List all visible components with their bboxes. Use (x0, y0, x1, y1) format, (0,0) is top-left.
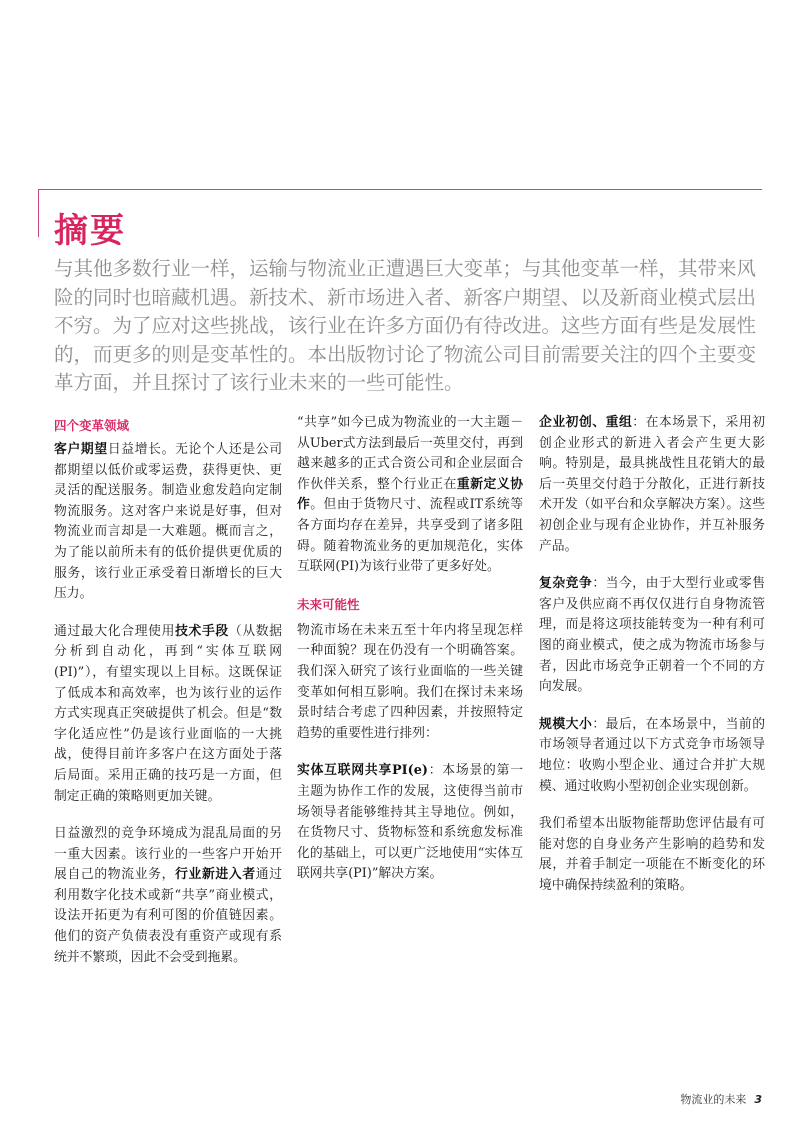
paragraph-complex-competition: 复杂竞争：当今，由于大型行业或零售客户及供应商不再仅仅进行自身物流管理，而是将这项技能转变为一种有利可图的商业模式，使之成为物流市场参与者，因此市场竞争正朝着一个不同的方向发展。 (539, 576, 766, 695)
term-new-entrants: 行业新进入者 (175, 867, 256, 883)
section-heading-transformation: 四个变革领域 (54, 418, 130, 433)
term-technology: 技术手段 (175, 623, 229, 639)
page-footer (680, 1091, 762, 1107)
column-2 (297, 413, 523, 902)
term-physical-internet: 实体互联网共享PI(e) (297, 763, 428, 779)
paragraph-physical-internet: 实体互联网共享PI(e)：本场景的第一主题为协作工作的发展，这使得当前市场领导者能够维持其主导地位。例如，在货物尺寸、货物标签和系统愈发标准化的基础上，可以更广泛地使用“实体互联网共享(PI)”解决方案。 (297, 763, 524, 882)
term-customer-expectations: 客户期望 (54, 442, 108, 457)
page-number: 3 (754, 1093, 762, 1106)
paragraph-closing: 我们希望本出版物能帮助您评估最有可能对您的自身业务产生影响的趋势和发展，并着手制定一项能在不断变化的环境中确保持续盈利的策略。 (539, 816, 765, 893)
term-scale: 规模大小 (539, 716, 593, 732)
term-startups: 企业初创、重组 (539, 415, 633, 430)
page-title: 摘要 (54, 211, 126, 251)
paragraph-sharing: “共享”如今已成为物流业的一大主题－从Uber式方法到最后一英里交付，再到越来越多的正式合资公司和企业层面合作伙伴关系，整个行业正在重新定义协作。但由于货物尺寸、流程或IT系统等各方面均存在差异，共享受到了诸多阻碍。随着物流业务的更加规范化，实体互联网(PI)为该行业带了更多好处。 (297, 415, 524, 575)
paragraph-future-outlook: 物流市场在未来五至十年内将呈现怎样一种面貌？现在仍没有一个明确答案。我们深入研究了该行业面临的一些关键变革如何相互影响。我们在探讨未来场景时结合考虑了四种因素，并按照特定趋势的重要性进行排列： (297, 622, 523, 741)
paragraph-customer-expectations: 客户期望日益增长。无论个人还是公司都期望以低价或零运费，获得更快、更灵活的配送服务。制造业愈发趋向定制物流服务。这对客户来说是好事，但对物流业而言却是一大难题。概而言之，为了能以前所未有的低价提供更优质的服务，该行业正承受着日渐增长的巨大压力。 (54, 442, 283, 602)
term-complex-competition: 复杂竞争 (539, 576, 593, 592)
term-redefine-collaboration: 重新定义协作 (297, 476, 524, 513)
paragraph-new-entrants: 日益激烈的竞争环境成为混乱局面的另一重大因素。该行业的一些客户开始开展自己的物流业务，行业新进入者通过利用数字化技术或新“共享”商业模式，设法开拓更为有利可图的价值链因素。他们的资产负债表没有重资产或现有系统并不繁琐，因此不会受到拖累。 (54, 826, 283, 965)
paragraph-startups: 企业初创、重组：在本场景下，采用初创企业形式的新进入者会产生更大影响。特别是，最具挑战性且花销大的最后一英里交付趋于分散化，正进行新技术开发（如平台和众享解决方案）。这些初创企业与现有企业协作，并互补服务产品。 (539, 415, 766, 554)
top-rule (38, 189, 762, 190)
section-heading-future: 未来可能性 (297, 596, 360, 612)
paragraph-scale: 规模大小：最后，在本场景中，当前的市场领导者通过以下方式竞争市场领导地位：收购小型企业、通过合并扩大规模、通过收购小型初创企业实现创新。 (539, 716, 766, 794)
intro-paragraph: 与其他多数行业一样，运输与物流业正遭遇巨大变革；与其他变革一样，其带来风险的同时也暗藏机遇。新技术、新市场进入者、新客户期望、以及新商业模式层出不穷。为了应对这些挑战，该行业在许多方面仍有待改进。这些方面有些是发展性的，而更多的则是变革性的。本出版物讨论了物流公司目前需要关注的四个主要变革方面，并且探讨了该行业未来的一些可能性。 (54, 257, 757, 395)
footer-label: 物流业的未来 (680, 1093, 747, 1106)
column-3 (539, 413, 765, 913)
left-rule (38, 189, 39, 237)
paragraph-technology: 通过最大化合理使用技术手段（从数据分析到自动化，再到“实体互联网(PI)”），有望实现以上目标。这既保证了低成本和高效率，也为该行业的运作方式实现真正突破提供了机会。但是“数字化适应性”仍是该行业面临的一大挑战，使得目前许多客户在这方面处于落后局面。采用正确的技巧是一方面，但制定正确的策略则更加关键。 (54, 623, 283, 804)
column-1 (54, 416, 282, 985)
